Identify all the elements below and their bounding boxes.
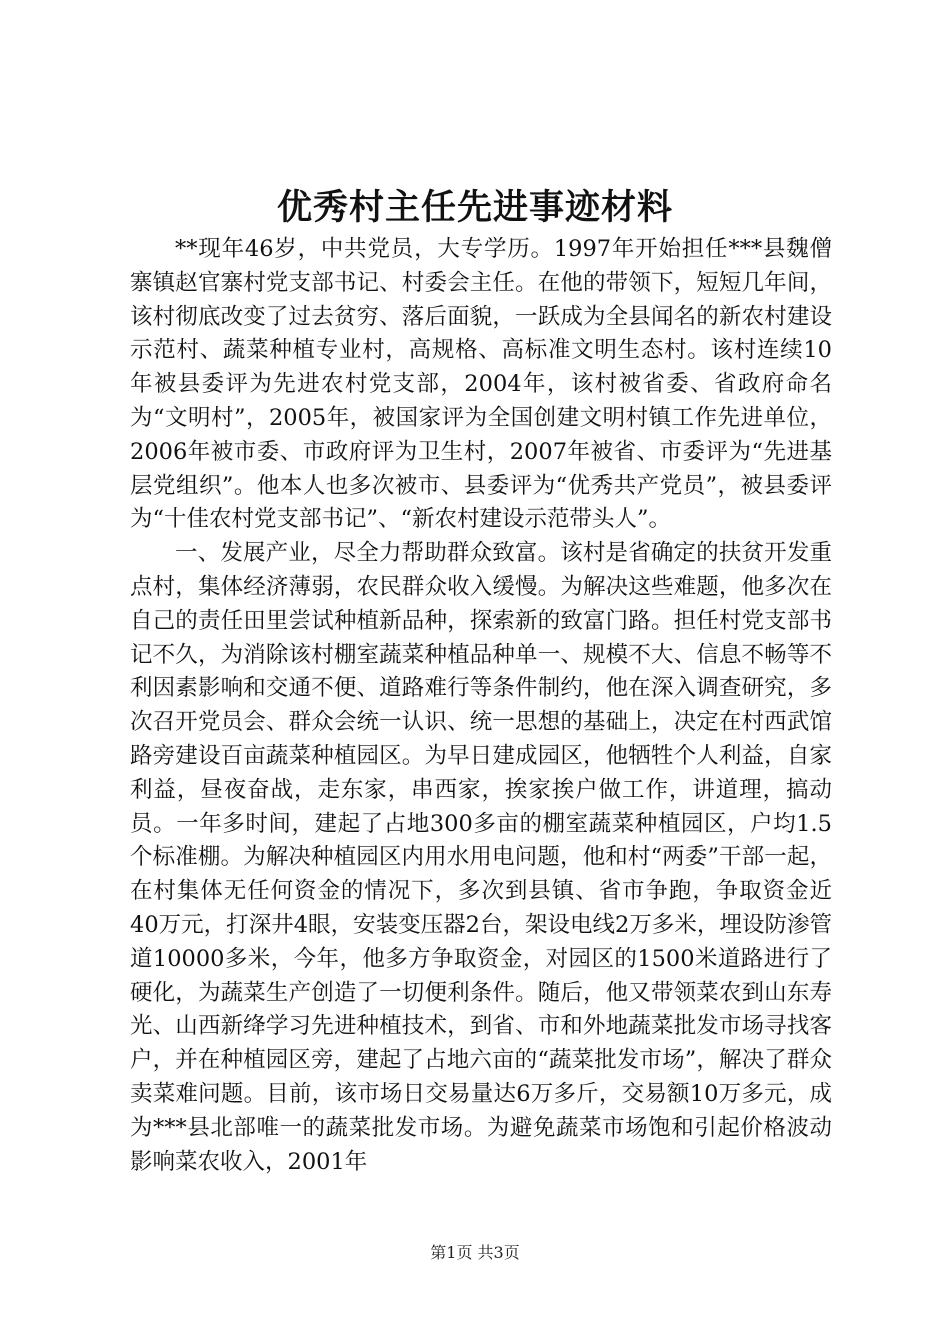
paragraph-intro: **现年46岁，中共党员，大专学历。1997年开始担任***县魏僧寨镇赵官寨村党支部书记、村委会主任。在他的带领下，短短几年间，该村彻底改变了过去贫穷、落后面貌，一跃成为全县闻名的新农村建设示范村、蔬菜种植专业村，高规格、高标准文明生态村。该村连续10年被县委评为先进农村党支部，2004年，该村被省委、省政府命名为“文明村”，2005年，被国家评为全国创建文明村镇工作先进单位，2006年被市委、市政府评为卫生村，2007年被省、市委评为“先进基层党组织”。他本人也多次被市、县委评为“优秀共产党员”，被县委评为“十佳农村党支部书记”、“新农村建设示范带头人”。 xyxy=(130,236,832,533)
document-title: 优秀村主任先进事迹材料 xyxy=(276,187,673,228)
paragraph-section-1: 一、发展产业，尽全力帮助群众致富。该村是省确定的扶贫开发重点村，集体经济薄弱，农民群众收入缓慢。为解决这些难题，他多次在自己的责任田里尝试种植新品种，探索新的致富门路。担任村党支部书记不久，为消除该村棚室蔬菜种植品种单一、规模不大、信息不畅等不利因素影响和交通不便、道路难行等条件制约，他在深入调查研究，多次召开党员会、群众会统一认识、统一思想的基础上，决定在村西武馆路旁建设百亩蔬菜种植园区。为早日建成园区，他牺牲个人利益，自家利益，昼夜奋战，走东家，串西家，挨家挨户做工作，讲道理，搞动员。一年多时间，建起了占地300多亩的棚室蔬菜种植园区，户均1.5个标准棚。为解决种植园区内用水用电问题，他和村“两委”干部一起，在村集体无任何资金的情况下，多次到县镇、省市争跑，争取资金近40万元，打深井4眼，安装变压器2台，架设电线2万多米，埋设防渗管道10000多米，今年，他多方争取资金，对园区的1500米道路进行了硬化，为蔬菜生产创造了一切便利条件。随后，他又带领菜农到山东寿光、山西新绛学习先进种植技术，到省、市和外地蔬菜批发市场寻找客户，并在种植园区旁，建起了占地六亩的“蔬菜批发市场”，解决了群众卖菜难问题。目前，该市场日交易量达6万多斤，交易额10万多元，成为***县北部唯一的蔬菜批发市场。为避免蔬菜市场饱和引起价格波动影响菜农收入，2001年 xyxy=(130,540,832,1175)
document-body xyxy=(130,233,832,1179)
page-number-footer: 第1页 共3页 xyxy=(430,1243,520,1262)
